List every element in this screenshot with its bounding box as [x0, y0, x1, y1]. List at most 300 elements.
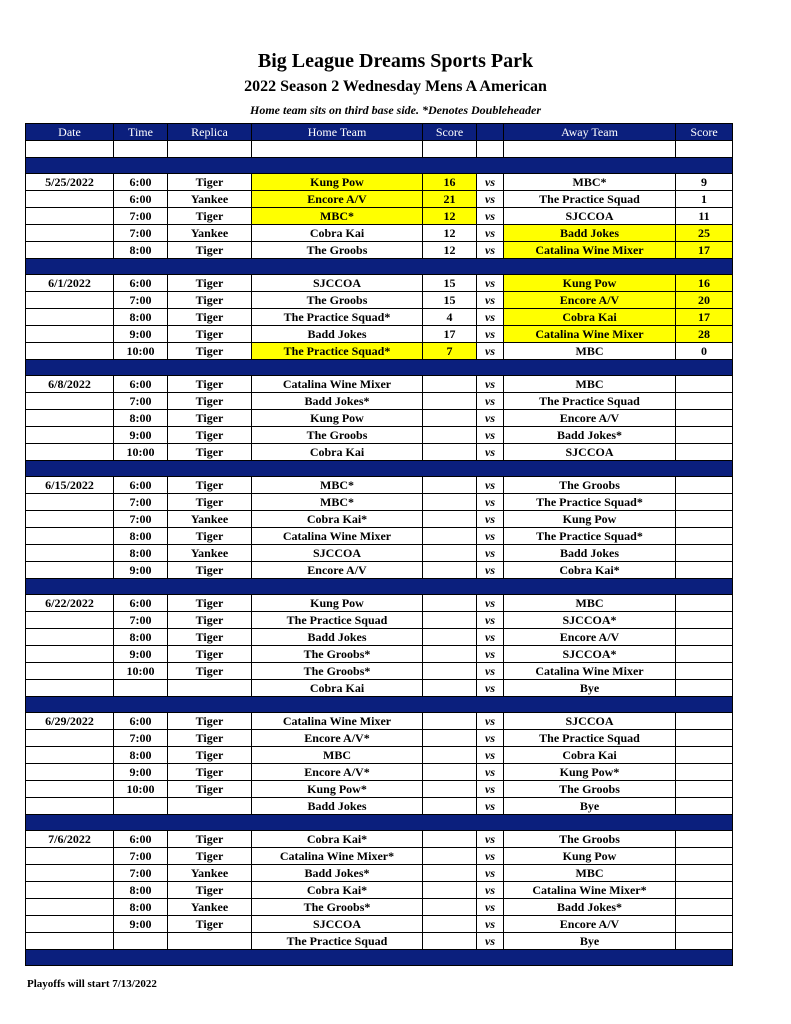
vs-cell: vs — [477, 882, 504, 899]
away-score-cell — [676, 511, 733, 528]
separator-cell — [26, 360, 733, 376]
home-score-cell — [423, 713, 477, 730]
vs-cell: vs — [477, 680, 504, 697]
away-team-cell: Kung Pow — [504, 275, 676, 292]
home-team-cell: SJCCOA — [252, 545, 423, 562]
away-score-cell: 25 — [676, 225, 733, 242]
home-score-cell — [423, 848, 477, 865]
col-header-away-team: Away Team — [504, 124, 676, 141]
vs-cell: vs — [477, 393, 504, 410]
away-team-cell: Bye — [504, 798, 676, 815]
home-score-cell — [423, 865, 477, 882]
home-team-cell: The Practice Squad — [252, 933, 423, 950]
home-team-cell: Kung Pow* — [252, 781, 423, 798]
time-cell: 7:00 — [114, 393, 168, 410]
home-score-cell — [423, 612, 477, 629]
home-score-cell — [423, 831, 477, 848]
time-cell: 9:00 — [114, 562, 168, 579]
away-team-cell: Kung Pow* — [504, 764, 676, 781]
home-team-cell: Catalina Wine Mixer* — [252, 848, 423, 865]
date-cell — [26, 292, 114, 309]
game-row — [26, 646, 733, 663]
date-cell — [26, 393, 114, 410]
date-cell — [26, 343, 114, 360]
game-row — [26, 477, 733, 494]
replica-cell: Tiger — [168, 916, 252, 933]
vs-cell: vs — [477, 275, 504, 292]
week-separator — [26, 158, 733, 174]
date-cell — [26, 899, 114, 916]
time-cell — [114, 933, 168, 950]
game-row — [26, 848, 733, 865]
time-cell: 6:00 — [114, 174, 168, 191]
date-cell: 6/22/2022 — [26, 595, 114, 612]
time-cell: 7:00 — [114, 848, 168, 865]
time-cell: 6:00 — [114, 477, 168, 494]
away-score-cell — [676, 730, 733, 747]
away-team-cell: The Practice Squad — [504, 191, 676, 208]
home-team-cell: Cobra Kai* — [252, 511, 423, 528]
home-score-cell — [423, 764, 477, 781]
away-team-cell: Badd Jokes* — [504, 899, 676, 916]
away-team-cell: SJCCOA — [504, 444, 676, 461]
away-score-cell — [676, 528, 733, 545]
blank-row — [26, 141, 733, 158]
time-cell: 9:00 — [114, 427, 168, 444]
separator-cell — [26, 697, 733, 713]
schedule-table — [25, 123, 733, 966]
home-score-cell — [423, 427, 477, 444]
date-cell — [26, 242, 114, 259]
replica-cell: Tiger — [168, 477, 252, 494]
game-row — [26, 545, 733, 562]
replica-cell: Tiger — [168, 292, 252, 309]
date-cell: 5/25/2022 — [26, 174, 114, 191]
time-cell: 10:00 — [114, 343, 168, 360]
away-score-cell: 1 — [676, 191, 733, 208]
date-cell — [26, 191, 114, 208]
away-score-cell — [676, 393, 733, 410]
replica-cell: Tiger — [168, 528, 252, 545]
away-team-cell: Badd Jokes — [504, 545, 676, 562]
vs-cell: vs — [477, 545, 504, 562]
home-team-cell: Cobra Kai — [252, 225, 423, 242]
date-cell — [26, 326, 114, 343]
vs-cell: vs — [477, 326, 504, 343]
game-row — [26, 326, 733, 343]
home-score-cell: 17 — [423, 326, 477, 343]
home-team-cell: Encore A/V* — [252, 730, 423, 747]
home-team-cell: The Groobs — [252, 427, 423, 444]
home-score-cell: 16 — [423, 174, 477, 191]
away-team-cell: MBC — [504, 343, 676, 360]
date-cell: 6/1/2022 — [26, 275, 114, 292]
away-score-cell — [676, 865, 733, 882]
date-cell — [26, 798, 114, 815]
away-score-cell — [676, 848, 733, 865]
separator-cell — [26, 461, 733, 477]
time-cell: 7:00 — [114, 865, 168, 882]
home-team-cell: SJCCOA — [252, 916, 423, 933]
date-cell — [26, 410, 114, 427]
away-score-cell — [676, 477, 733, 494]
replica-cell: Tiger — [168, 595, 252, 612]
away-team-cell: Cobra Kai — [504, 747, 676, 764]
home-score-cell — [423, 477, 477, 494]
time-cell: 7:00 — [114, 494, 168, 511]
col-header-time: Time — [114, 124, 168, 141]
away-team-cell: SJCCOA — [504, 713, 676, 730]
replica-cell: Tiger — [168, 410, 252, 427]
home-score-cell: 12 — [423, 208, 477, 225]
vs-cell: vs — [477, 663, 504, 680]
away-score-cell — [676, 494, 733, 511]
game-row — [26, 882, 733, 899]
home-team-cell: The Groobs* — [252, 646, 423, 663]
vs-cell: vs — [477, 629, 504, 646]
away-team-cell: Badd Jokes — [504, 225, 676, 242]
home-team-cell: Catalina Wine Mixer — [252, 376, 423, 393]
date-cell — [26, 663, 114, 680]
away-team-cell: The Groobs — [504, 831, 676, 848]
time-cell: 10:00 — [114, 444, 168, 461]
home-team-cell: Encore A/V — [252, 191, 423, 208]
replica-cell: Tiger — [168, 309, 252, 326]
date-cell — [26, 882, 114, 899]
game-row — [26, 343, 733, 360]
vs-cell: vs — [477, 191, 504, 208]
game-row — [26, 764, 733, 781]
away-score-cell — [676, 595, 733, 612]
vs-cell: vs — [477, 916, 504, 933]
date-cell — [26, 916, 114, 933]
away-team-cell: The Groobs — [504, 781, 676, 798]
time-cell: 9:00 — [114, 326, 168, 343]
blank-cell — [114, 141, 168, 158]
home-score-cell — [423, 444, 477, 461]
replica-cell: Tiger — [168, 242, 252, 259]
home-team-cell: Badd Jokes — [252, 326, 423, 343]
separator-cell — [26, 815, 733, 831]
game-row — [26, 798, 733, 815]
game-row — [26, 595, 733, 612]
home-score-cell — [423, 595, 477, 612]
replica-cell: Tiger — [168, 376, 252, 393]
away-team-cell: Catalina Wine Mixer* — [504, 882, 676, 899]
time-cell: 6:00 — [114, 713, 168, 730]
page-subtitle: 2022 Season 2 Wednesday Mens A American — [244, 78, 547, 95]
replica-cell: Tiger — [168, 629, 252, 646]
time-cell: 8:00 — [114, 528, 168, 545]
date-cell — [26, 545, 114, 562]
home-score-cell — [423, 646, 477, 663]
vs-cell: vs — [477, 730, 504, 747]
time-cell: 6:00 — [114, 191, 168, 208]
game-row — [26, 528, 733, 545]
schedule-body — [26, 141, 733, 966]
replica-cell: Tiger — [168, 393, 252, 410]
vs-cell: vs — [477, 477, 504, 494]
vs-cell: vs — [477, 595, 504, 612]
date-cell: 6/8/2022 — [26, 376, 114, 393]
time-cell: 8:00 — [114, 899, 168, 916]
date-cell — [26, 680, 114, 697]
game-row — [26, 275, 733, 292]
week-separator — [26, 950, 733, 966]
page-note: Home team sits on third base side. *Denotes Doubleheader — [250, 103, 541, 117]
home-score-cell — [423, 730, 477, 747]
home-team-cell: Encore A/V* — [252, 764, 423, 781]
game-row — [26, 191, 733, 208]
home-score-cell — [423, 528, 477, 545]
week-separator — [26, 461, 733, 477]
home-score-cell — [423, 376, 477, 393]
replica-cell: Tiger — [168, 781, 252, 798]
replica-cell: Tiger — [168, 494, 252, 511]
vs-cell: vs — [477, 242, 504, 259]
game-row — [26, 680, 733, 697]
game-row — [26, 444, 733, 461]
away-score-cell — [676, 831, 733, 848]
date-cell — [26, 612, 114, 629]
time-cell: 8:00 — [114, 747, 168, 764]
home-team-cell: Badd Jokes — [252, 629, 423, 646]
replica-cell: Yankee — [168, 225, 252, 242]
vs-cell: vs — [477, 528, 504, 545]
vs-cell: vs — [477, 562, 504, 579]
away-score-cell: 9 — [676, 174, 733, 191]
date-cell — [26, 444, 114, 461]
away-score-cell — [676, 798, 733, 815]
date-cell — [26, 629, 114, 646]
col-header-date: Date — [26, 124, 114, 141]
home-score-cell — [423, 933, 477, 950]
away-score-cell — [676, 899, 733, 916]
replica-cell: Tiger — [168, 764, 252, 781]
away-team-cell: MBC* — [504, 174, 676, 191]
away-team-cell: Catalina Wine Mixer — [504, 326, 676, 343]
date-cell: 7/6/2022 — [26, 831, 114, 848]
date-cell — [26, 562, 114, 579]
home-score-cell — [423, 680, 477, 697]
away-team-cell: SJCCOA* — [504, 612, 676, 629]
home-team-cell: Kung Pow — [252, 410, 423, 427]
away-score-cell — [676, 882, 733, 899]
date-cell — [26, 933, 114, 950]
home-team-cell: Cobra Kai — [252, 680, 423, 697]
away-team-cell: The Groobs — [504, 477, 676, 494]
away-score-cell — [676, 764, 733, 781]
vs-cell: vs — [477, 848, 504, 865]
game-row — [26, 933, 733, 950]
blank-cell — [504, 141, 676, 158]
time-cell: 10:00 — [114, 663, 168, 680]
replica-cell: Yankee — [168, 511, 252, 528]
home-team-cell: Badd Jokes* — [252, 865, 423, 882]
replica-cell: Tiger — [168, 427, 252, 444]
game-row — [26, 713, 733, 730]
away-team-cell: Encore A/V — [504, 916, 676, 933]
date-cell — [26, 848, 114, 865]
time-cell: 7:00 — [114, 612, 168, 629]
vs-cell: vs — [477, 713, 504, 730]
home-team-cell: The Practice Squad* — [252, 309, 423, 326]
home-team-cell: Cobra Kai* — [252, 882, 423, 899]
vs-cell: vs — [477, 798, 504, 815]
home-team-cell: Kung Pow — [252, 174, 423, 191]
game-row — [26, 663, 733, 680]
home-score-cell — [423, 882, 477, 899]
home-team-cell: The Groobs — [252, 242, 423, 259]
away-team-cell: Bye — [504, 680, 676, 697]
game-row — [26, 511, 733, 528]
away-score-cell — [676, 444, 733, 461]
date-cell — [26, 427, 114, 444]
away-score-cell — [676, 680, 733, 697]
away-team-cell: Cobra Kai* — [504, 562, 676, 579]
vs-cell: vs — [477, 225, 504, 242]
replica-cell: Tiger — [168, 612, 252, 629]
game-row — [26, 831, 733, 848]
time-cell: 8:00 — [114, 309, 168, 326]
replica-cell: Yankee — [168, 899, 252, 916]
separator-cell — [26, 259, 733, 275]
away-team-cell: Catalina Wine Mixer — [504, 242, 676, 259]
replica-cell: Tiger — [168, 663, 252, 680]
away-score-cell — [676, 663, 733, 680]
vs-cell: vs — [477, 764, 504, 781]
away-score-cell — [676, 612, 733, 629]
blank-cell — [477, 141, 504, 158]
time-cell: 6:00 — [114, 376, 168, 393]
away-score-cell — [676, 427, 733, 444]
game-row — [26, 612, 733, 629]
blank-cell — [26, 141, 114, 158]
game-row — [26, 225, 733, 242]
replica-cell: Tiger — [168, 275, 252, 292]
replica-cell: Yankee — [168, 191, 252, 208]
replica-cell — [168, 798, 252, 815]
game-row — [26, 865, 733, 882]
away-score-cell — [676, 376, 733, 393]
away-score-cell — [676, 646, 733, 663]
away-team-cell: Catalina Wine Mixer — [504, 663, 676, 680]
away-team-cell: SJCCOA* — [504, 646, 676, 663]
week-separator — [26, 815, 733, 831]
replica-cell: Tiger — [168, 174, 252, 191]
vs-cell: vs — [477, 174, 504, 191]
vs-cell: vs — [477, 781, 504, 798]
home-team-cell: Kung Pow — [252, 595, 423, 612]
vs-cell: vs — [477, 865, 504, 882]
home-score-cell — [423, 916, 477, 933]
blank-cell — [168, 141, 252, 158]
vs-cell: vs — [477, 511, 504, 528]
home-score-cell: 21 — [423, 191, 477, 208]
vs-cell: vs — [477, 933, 504, 950]
home-score-cell — [423, 629, 477, 646]
blank-cell — [676, 141, 733, 158]
replica-cell: Tiger — [168, 343, 252, 360]
time-cell: 8:00 — [114, 629, 168, 646]
replica-cell: Tiger — [168, 730, 252, 747]
away-score-cell — [676, 629, 733, 646]
date-cell — [26, 309, 114, 326]
home-team-cell: SJCCOA — [252, 275, 423, 292]
game-row — [26, 781, 733, 798]
away-team-cell: Bye — [504, 933, 676, 950]
col-header-replica: Replica — [168, 124, 252, 141]
home-team-cell: MBC* — [252, 494, 423, 511]
time-cell: 8:00 — [114, 545, 168, 562]
away-team-cell: Kung Pow — [504, 511, 676, 528]
home-team-cell: Cobra Kai* — [252, 831, 423, 848]
separator-cell — [26, 950, 733, 966]
home-team-cell: Catalina Wine Mixer — [252, 528, 423, 545]
time-cell: 7:00 — [114, 208, 168, 225]
home-score-cell — [423, 798, 477, 815]
page-title: Big League Dreams Sports Park — [257, 50, 534, 72]
home-team-cell: The Groobs — [252, 292, 423, 309]
home-score-cell: 12 — [423, 242, 477, 259]
replica-cell: Tiger — [168, 747, 252, 764]
vs-cell: vs — [477, 376, 504, 393]
separator-cell — [26, 158, 733, 174]
vs-cell: vs — [477, 494, 504, 511]
away-score-cell: 16 — [676, 275, 733, 292]
game-row — [26, 292, 733, 309]
game-row — [26, 916, 733, 933]
home-score-cell — [423, 663, 477, 680]
date-cell: 6/29/2022 — [26, 713, 114, 730]
col-header-home-score: Score — [423, 124, 477, 141]
week-separator — [26, 360, 733, 376]
date-cell — [26, 781, 114, 798]
home-team-cell: Badd Jokes — [252, 798, 423, 815]
col-header-vs — [477, 124, 504, 141]
replica-cell: Tiger — [168, 882, 252, 899]
away-score-cell — [676, 713, 733, 730]
game-row — [26, 174, 733, 191]
away-score-cell — [676, 916, 733, 933]
time-cell: 8:00 — [114, 882, 168, 899]
replica-cell: Tiger — [168, 208, 252, 225]
away-team-cell: Encore A/V — [504, 410, 676, 427]
time-cell: 8:00 — [114, 242, 168, 259]
date-cell — [26, 225, 114, 242]
time-cell: 7:00 — [114, 730, 168, 747]
replica-cell: Tiger — [168, 444, 252, 461]
away-score-cell: 17 — [676, 242, 733, 259]
time-cell: 7:00 — [114, 292, 168, 309]
time-cell: 9:00 — [114, 916, 168, 933]
home-score-cell — [423, 899, 477, 916]
home-score-cell: 7 — [423, 343, 477, 360]
away-score-cell: 17 — [676, 309, 733, 326]
blank-cell — [252, 141, 423, 158]
away-score-cell: 20 — [676, 292, 733, 309]
time-cell: 6:00 — [114, 831, 168, 848]
away-team-cell: MBC — [504, 865, 676, 882]
home-score-cell — [423, 747, 477, 764]
home-team-cell: The Practice Squad* — [252, 343, 423, 360]
vs-cell: vs — [477, 646, 504, 663]
away-team-cell: MBC — [504, 595, 676, 612]
week-separator — [26, 697, 733, 713]
vs-cell: vs — [477, 208, 504, 225]
home-team-cell: MBC* — [252, 208, 423, 225]
time-cell: 7:00 — [114, 511, 168, 528]
